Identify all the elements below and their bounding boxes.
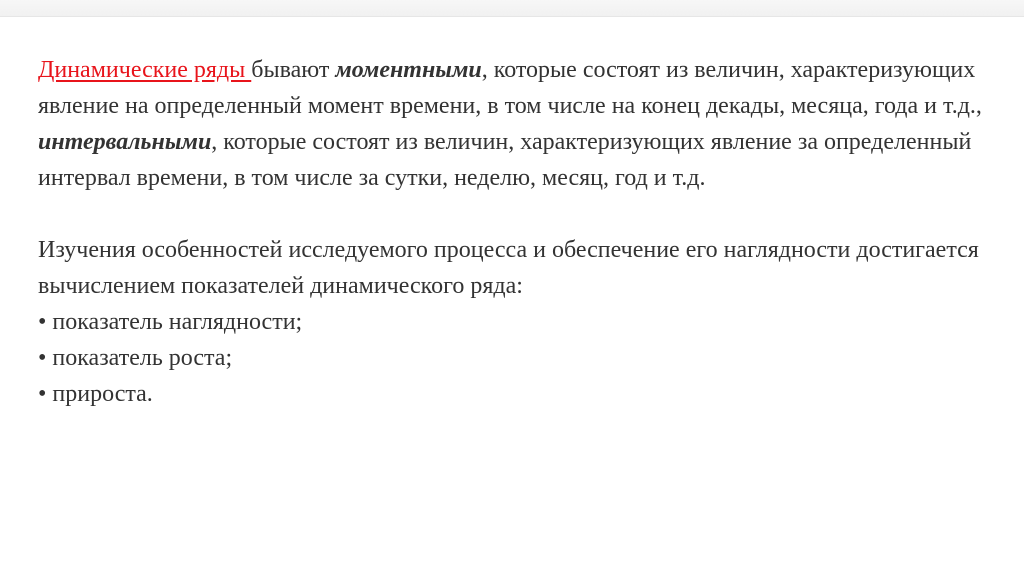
definition-text-b: , которые состоят из величин, характеризующих явление на определенный момент времени, в том числе на конец декады, месяца, года и т.д., <box>38 57 982 119</box>
interval-series-term: интервальными <box>38 129 212 155</box>
bullet-item: • показатель наглядности; <box>38 309 303 335</box>
definition-text-a: бывают <box>251 57 336 83</box>
definition-paragraph <box>38 52 998 196</box>
moment-series-term: моментными <box>335 57 482 83</box>
slide-top-bar <box>0 0 1024 17</box>
bullet-item: • прироста. <box>38 381 153 407</box>
slide-content <box>38 52 998 412</box>
indicators-intro: Изучения особенностей исследуемого процесса и обеспечение его наглядности достигается вычислением показателей динамического ряда: <box>38 237 979 299</box>
dynamic-series-link[interactable]: Динамические ряды <box>38 57 252 83</box>
bullet-item: • показатель роста; <box>38 345 233 371</box>
definition-text-c: , которые состоят из величин, характеризующих явление за определенный интервал времени, в том числе за сутки, неделю, месяц, год и т.д. <box>38 129 972 191</box>
indicators-paragraph <box>38 232 998 412</box>
paragraph-spacer <box>38 196 998 232</box>
